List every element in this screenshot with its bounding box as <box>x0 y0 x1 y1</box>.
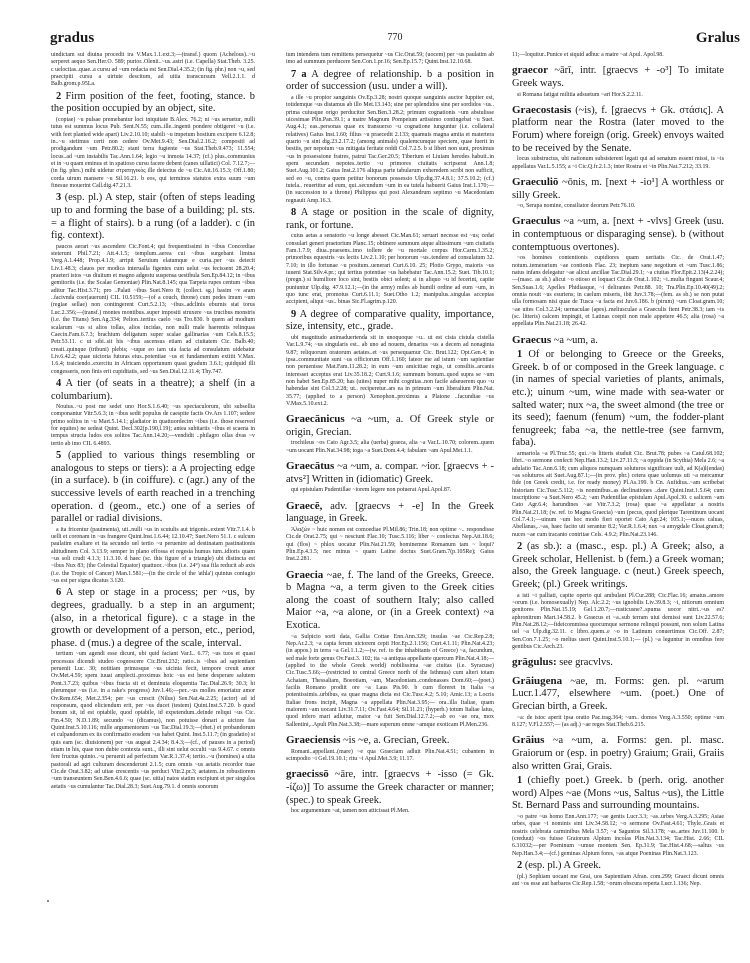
sense-text: (as sb.): a (masc., esp. pl.) A Greek; also, a Greek scholar, Hellenist. b (fem.) a Greek woman; also, the Greek language. c (neut.) Greek speech, Greek; (pl.) Greek writings. <box>512 541 724 590</box>
citation-block: Romani..appellant..(mare) ~e qua Graeciam adluit Plin.Nat.4.51; cubantem in scimpodio ~i Gel.19.10.1; ritu ~i Apul.Met.3.9; 11.17. <box>286 748 494 762</box>
citation-block: paucos aerari ~us ascendere Cic.Font.4; qui frequentissimi in ~ibus Concordiae steterunt Phil.7.21; Att.4.1.5; templum..aerea cui ~ibus surgebant limina Verg.A.1.448; Prop.4.1.9; arripit Seruium elatumque e curia..per ~us deiecit Liv.1.48.3; clauos per modica interualla figentes cum uelut ~us fecissent 28.20.4; praeteri istos ~us diuitum et magno adgestu suspensa uestibula Sen.Ep.84.12; in ~ibus gemitoriis (i.e. the Scalae Gemoniae) Plin.Nat.8.145; qua Tarpeia rupes centum ~ibus aditur Tac.Hist.3.71; pro ..Palati ~ibus Suet.Nero 8; (collect. sg.) basim ~v aram ..facivnda coer(auerunt) CIL 10.5159;—(of a couch, throne) cum pedes imum ~um (regiae sellae) non contingerent Curt.5.2.13; ~ibus..adclinis eburnis stat torus Luc.2.356;—(transf.) montes montibus..super impositi struxere ~us trucibus monstris (i.e. the Titans) Sen.Ag.334; Pelion..tertius caelo ~us Tro.830. b quem ad modium scalarum ~us si alios tollas, alios incidas, non nulli male haerentis relinquas Caecin.Fam.6.7.3; brachium deligatum super scalae gallinarias ~um Cels.8.15.5; Petr.53.11. c ut sibi..sit his ~ibus ascensus etiam ad ciuitatem Cic. Balb.40; creati..quinque (tribuni) plebis; ~uque eo iam uia facta ad consulatum uidebatur Liv.6.42.2; quae uictoria futuras eius..potentiae ~us et fundamentum extitit V.Max. 1.6.4; traiciendo..exercitu in Africam opportunum quasi gradum 3.6.1; quidquid illi congesseris, non finis erit cupiditatis, sed ~us Sen.Dial.12.11.4; Thy.747. <box>51 243 255 375</box>
lemma: Graecānicus <box>286 413 345 426</box>
sense-text: A degree of comparative quality, importance, size, intensity, etc., grade. <box>286 308 494 333</box>
sense-definition <box>51 91 255 116</box>
sense-text: A step or stage in a process; per ~us, by degrees, gradually. b a step in an argument; (also, in a rhetorical figure). c a stage in the growth or development of a person, etc., period, phase. d (mus.) a degree of the scale, interval. <box>51 587 255 649</box>
sense-definition <box>512 775 724 813</box>
lemma: graecor <box>512 64 549 77</box>
entry-heading <box>512 656 724 670</box>
entry-grammar-and-gloss: ~a ~um, a. [next + -vlvs] Greek (usu. in contemptuous or disparaging sense). b (without contemptuous overtones). <box>512 216 724 253</box>
left-running-headword: gradus <box>50 30 95 46</box>
column-3 <box>512 52 724 888</box>
sense-number: 4 <box>56 377 62 389</box>
lemma: graecissō <box>286 768 329 781</box>
citation-block: ~o patre ~us homo Enn.Ann.177; ~ae gentis Lucr.3.3; ~as..urbes Verg.A.3.295; Asiae urbes, quae ~i nominis sint Liv.34.58.12; ~o sermone Ov.Fast.4.61; Thyle..Grais et nostris celebrata carminibus Mela 3.57; ~a Saguntos Sil.3.178; ~as..artes Juv.11.100. b (creduut) ~os fuisse Graiorum Alpium incolas Plin.Nat.3.134; Tac.Hist. 2.66; CIL 6.31032;—per Poeninum ~umue montem Sen. Ep.31.9; Tac.Hist.4.68;—saltus ~us Nep.Han.3.4;—(cf.) geminas Alpium fores, ~as atque Poeninas Plin.Nat.3.123. <box>512 813 724 857</box>
lemma: Grāiugena <box>512 674 563 687</box>
citation-block: Ἀλαζὼν ~ huic nomen est comoediae Pl.Mil.86; Trin.18; non optime ~.. respondisse Cic.de Orat.2.75; qui ~ nesciunt Flac.10; Tusc.5.116; liber ~ confectus Nep.Att.18.6; qui (flos) ~ phlox uocatur Plin.Nat.21.59; hominemne Romanum tam ~ loqui? Plin.Ep.4.3.5; nec minus ~ quam Latine doctus Suet.Gram.7(p.105Re); Gaius Inst.2.281. <box>286 526 494 563</box>
sense-definition <box>512 349 724 450</box>
sense-text: (chiefly poet.) Greek. b (perh. orig. another word) Alpes ~ae (Mons ~us, Saltus ~us), the Little St. Bernard Pass and surrounding mountains. <box>512 775 724 812</box>
entry-heading <box>286 569 494 633</box>
citation-block: ~a: de istoc aperit ipsa oratio Pac.trag.364; ~um.. domos Verg.A.3.550; optime ~um 8.127; V.Fl.2.557;— (as adj.) ~ae reges Stat.Theb.6.215. <box>512 714 724 728</box>
sense-text: (esp. pl.) A Greek. <box>524 859 601 871</box>
lemma: Graecē, <box>286 499 323 512</box>
citation-block: locus substructus, ubi nationum subsisterent legati qui ad senatum essent missi, is ~is appellatus Var.L.5.155; a ~i Cic.Q.fr.2.1.3; inter Rostra et ~in Plin.Nat.7.212; 33.19. <box>512 156 724 170</box>
entry-heading <box>286 500 494 526</box>
entry-grammar-and-gloss: ~a ~um, a. <box>553 334 598 346</box>
sense-number: 3 <box>56 192 62 204</box>
entry-grammar-and-gloss: ~a ~um, a. compar. ~ior. [graecvs + -atvs²] Written in (idiomatic) Greek. <box>286 461 494 485</box>
citation-block: a isti ~i palliati, capite operto qui ambulant Pl.Cur.288; Cic.Flac.16; amatus..amore ~orum (i.e. homosexually) Nep. Alc.2.2; ~us ignobilis Liv.39.8.3; ~i, nitiorum omnium genitores Plin.Nat.15.19; Gel.1.20.7;—rusticusne?..spuma uocor nitri..~us es? aphronitrum Mart.14.58.2. b Graecus et ~a..sub terram uiui demissi sunt Liv.22.57.6; Plin.Nat.28.12;—fideicommissa quocumque sermone relinqui possunt, non solum Latina uel ~a Ulp.dig.32.11. c libro..quem..e ~o in Latinum conuertimus Cic.Off. 2.87; Sen.Con.7.1.25; ~o melius useri Quint.Inst.5.10.1;— (pl.) ~a leguntur in omnibus fere gentibus Cic.Arch.23. <box>512 592 724 650</box>
sense-definition <box>286 207 494 232</box>
column-1 <box>51 52 255 791</box>
sense-definition <box>51 192 255 242</box>
sense-number: 9 <box>291 308 297 320</box>
entry-heading <box>512 64 724 90</box>
entry-heading <box>286 768 494 807</box>
sense-definition <box>51 450 255 526</box>
sense-text: (esp. pl.) A step, stair (often of steps leading up to and forming the base of a building; pl. sts. = a flight of stairs). b a rung (of a ladder). c (in fig. context). <box>51 192 255 242</box>
entry-heading <box>512 176 724 202</box>
sense-definition <box>286 309 494 334</box>
citation-block: qui epistulam Pudentillae ~iorem legere non potuerat Apul.Apol.87. <box>291 487 452 494</box>
citation-block: tum intendens tum remittens persequetur ~us Cic.Orat.59; (uocem) per ~us paulatim ab imo ad summum perducere Sen.Con.1.pr.16; Sen.Ep.15.7; Quint.Inst.12.10.68. <box>286 52 494 66</box>
citation-block: (pl.) Sophiam uocant me Grai, uos Sapientiam Afran. com.299; Graeci dicunt omnis aut ~os esse aut barbaros Cic.Rep.1.58; ~orum obscura reperta Lucr.1.136; Nep. <box>512 873 724 887</box>
sense-definition <box>512 860 724 873</box>
sense-number: 1 <box>517 775 523 787</box>
entry-heading <box>512 675 724 714</box>
sense-definition <box>51 587 255 650</box>
lemma: Graecia <box>286 568 324 581</box>
entry-grammar-and-gloss: adv. [graecvs + -e] In the Greek language, in Greek. <box>286 500 494 525</box>
entry-heading <box>286 460 494 486</box>
sense-number: 5 <box>56 450 62 462</box>
sense-number: 1 <box>517 349 523 361</box>
entry-grammar-and-gloss: ~a ~um, a. Forms: gen. pl. masc. Graiorum or (esp. in poetry) Graium; Graii, Graiis also written Grai, Grais. <box>512 735 724 772</box>
sense-text: A stage or position in the scale of dignity, rank, or fortune. <box>286 207 495 231</box>
sense-number: 2 <box>517 859 523 871</box>
entry-grammar-and-gloss: ~ae, m. Forms: gen. pl. ~arum Lucr.1.477, elsewhere ~um. (poet.) One of Grecian birth, a Greek. <box>512 675 724 713</box>
sense-definition <box>512 541 724 591</box>
sense-text: (applied to various things resembling or analogous to steps or tiers): a A projecting edge (in a surface). b (in coiffure). c (agr.) any of the successive levels of earth reached in a trenching operation. d (geom., etc.) one of a series of parallel or radial divisions. <box>51 450 255 525</box>
lemma: Graeculiō <box>512 175 559 188</box>
sense-definition <box>51 378 255 403</box>
entry-heading <box>286 734 494 748</box>
entry-grammar-and-gloss: ~is ~e, a. Grecian, Greek. <box>343 735 450 747</box>
citation-block: si Romana fatigat militia adsuetum ~ari Hor.S.2.2.11. <box>517 91 643 98</box>
lemma: Grāius <box>512 734 545 747</box>
lemma: Graecus <box>512 333 552 346</box>
scan-speck <box>47 900 49 902</box>
sense-definition <box>286 69 494 94</box>
entry-grammar-and-gloss: ~ae, f. The land of the Greeks, Greece. b Magna ~a, a term given to the Greek cities along the coast of southern Italy; also called Maior ~a, ~a alone, or (in a Greek context) ~a Exotica. <box>286 569 494 631</box>
entry-heading <box>512 334 724 348</box>
sense-number: 8 <box>291 207 297 219</box>
page-number: 770 <box>387 32 403 43</box>
entry-grammar-and-gloss: see gracvlvs. <box>559 657 613 669</box>
citation-block: uindictam sui diuina procedit ira V.Max.1.1.ext.3;—(transf.) quom (Achelous)..~u serperet aequo Sen.Her.O. 589; purior..Olenii..~us..astri (i.e. Capella) Stat.Theb. 3.25. c uelocitas..quae..a cursu ad ~um redacta est Sen.Dial.4.35.2; (in fig. phr.) non ~u, sed praecipiti cursu a uirtute descitum, ad uitia transcursum Vell.2.1.1. d Balb.grom.p.95La. <box>51 52 255 88</box>
sense-number: 2 <box>56 90 62 102</box>
citation-block: (copiae) ~u pulsae premebantur loci iniquitate B.Alex. 76.2; ni ~us seruetur, nulli tutus est summus locus Pub. Sent.N.55; cum..ille..ingenti pondere obtigeret ~u (i.e. with feet planted wide apart) Liv.2.10.10; stabili ~u impetum hostium excipere 6.12.8; in..~u stetimus certi non cedere Ov.Met.9.43; Sen.Dial.2.16.2; compositi ad prodigandum ~um Petr.80.2; stant terra fugiente ~us Stat.Theb.9.473; 11.554; locus..ad ~um instabilis Tac.Ann.1.64; legio ~u inmota 14.37; (cf.) plus..communius et in ~u quam eminus et in spatioso cursu facere debent (canes uillatici) Col. 7.12.7;—(in fig. phrs.) mihi uidetur στρατηγικὸς ille deiectus de ~u Cic.Att.16.15.3; Off.1.80; corda uirum mansere ~u Sil.16.21. b eos, qui terminos statutos extra suum ~um finesue mouerint Call.dig.47.21.3. <box>51 116 255 189</box>
lemma: Graeculus <box>512 215 561 228</box>
entry-grammar-and-gloss: ~ōnis, m. [next + -io¹] A worthless or silly Greek. <box>512 176 724 201</box>
lemma: grāgulus: <box>512 656 557 669</box>
citation-block: tertium ~um agendi esse dicunt, ubi quid faciant Var.L. 6.77; ~us tuos et quasi processus dicendi studeo cognoscere Cic.Brut.232; ratio..is ~ibus ad sapientiam peruenit Luc. 30; notitiam primosque ~us uicinia fecit, tempore creuit amor Ov.Met.4.59; spem iuuat amplecti..proximus hoic ~us est bene desperare salutem Pont.3.7.23; quibus ~ibus fracta sit et deminuta eloquentia Tac.Dial.26.9; 30.3; hi plerumque ~us (i.e. in a rake's progress) Juv.1.46;—per..~us molles emoriatur amor Ov.Rem.654; Met.2.354; per ~us crescit (Nilus) Sen.Nat.4a.2.25; (actor) ad id responsum, quod eliciendum erit, per ~us ducet (testem) Quint.Inst.5.7.20. b quod bonum sit, id est optabile, quod optabile, id expetendum..deinde reliqui ~us Cic. Fin.4.50; N.D.1.89; secundo ~u (dicamus), non potuisse donari a uictore fas Quint.Inst.5.10.116; mille argumentorum ~us Tac.Dial.19.3;—(rhet.) et probandorum et culpandorum ex iis confirmatio eosdem ~us habet Quint. Inst.5.11.7; (in gradatio) si quis eam (sc. diuisionem) per ~us augeat 2.4.34; 8.4.3;—(cf., of pauses in a period) etiam in his, quae non dubie contexta sunt.., illi sint uelut occulti ~us 9.4.67. c omnis fere fructus quinto..~u peruenit ad perfectum Var.R.1.37.4; tertio..~u (homines) a uita pastorali ad agri culturam descenderunt 2.1.5; cum omnis ~us aetatis recordor tuae Cic.de Orat.3.82; ad uitae crescentis ~us perduci Vitr.2.pr.3; aetatem..in robustiorem ~um transeuntem Sen.Ben.4.6.6; quae (sc. uitia) natos statim excipiunt et per singulos aetatis ~us cumulantur Tac.Dial.28.3; Suet.Aug.79.1. d omnis sonorum <box>51 651 255 790</box>
lemma: Graecostasis <box>512 103 572 116</box>
citation-block: 11;—loquitur..Punice et siquid adhuc a matre ~at Apul. Apol.98. <box>512 52 664 58</box>
entry-heading <box>512 734 724 773</box>
citation-block: armariola ~a Pl.Truc.55; qui..~is litteris studuit Cic. Brut.78; pubes ~a Catul.68.102; libri..~o sermone confecti Nep.Han.13.2; Liv.27.11.5; ~a oppida (in Scythia) Mela 2.6; ~a adulatio Tac.Ann.6.18; cum aliquos numquam soluturos significare uult, ad K(a)l(endas) ~as soluturos ait Suet.Aug.87.1;—(in prov. phr.) cetera quae uolumus uti ~a mercamur fide (on Greek credit, i.e. for ready money) Pl.As.199. b Cn. Aufidius..~am scribebat historiam Cic.Tusc.5.112; ~is nominibus..as declinationes ..dare Quint.Inst.1.5.64; cum inscriptione ~a Suet.Nero 45.2; ~am Pudentillae epistulam Apul.Apol.30. c salicem ~am Cato Agr.6.4; harundines ~ae Vitr.7.3.2; (rosa) quae ~a appellatur a nostris Plin.Nat.21.18; (w. ref. to Magna Graecia) ~um (pecus, quod plerique Tarentinum uocant Col.7.4.1;—uinum ~um hoc modo fieri oportet Cato Agr.24; 105.1;—nuces caluas, Abellanas,..~as, haec facito uti serantur 8.2; Var.R.1.6.4; nux ~a amygdale Cloat.gram.8; nuces ~ae cum tracanto contritae Cels. 4.9.2; Plin.Nat.23.146. <box>512 451 724 538</box>
citation-block: a ita fricentur (pauimenta), uti..nulli ~us in scutulis aut trigonis..extent Vitr.7.1.4. b uelli et coronam in ~us frangere Quint.Inst.1.6.44; 12.10.47; Suet.Nero 51.1. c sulcum paulatim exaltare et ita secundo uel tertio ~u peruenire ad destinatam pastinationis altitudinem Col. 3.13.9; semper in plano effossa et regesta humus tum..idioris quam ~us soli crudi 4.1.3; 11.3.10. d haec (sc. this figure of a triangle) ubi distincta est ~ibus Nux 83; (the Celestial Equator) quattuor..~ibus (i.e. 24°) sua fila reducit ab axis (i.e. the Tropic of Cancer) Man.1.581;—(in the circle of the 'athla') quintus coniugio ~us est per signa dicatus 3.120. <box>51 526 255 585</box>
citation-block: cuius aetas a senatorio ~u longe abesset Cic.Man.61; seruari necesse est ~us; cedat consulari generi praetorium Planc.15; obtinere summum atque altissimum ~um ciuitatis Fam.1.7.9; diua..praesens..imo tollere de ~u mortale corpus Hor.Carm.1.35.2; primoribus equestris ~us lectis Liv.2.1.10; per honorum ~us..tendere ad consulatum 32. 7.10; in illo fortunae ~u positum..uenerari Curt.6.10. 25; Plotio Grypo, maioris ~us iuueni Stat.Silv.4.pr.; qui tertius potentiae ~us habebatur Tac.Ann.15.2; Suet. Tib.10.1; (pregn.) si humiliore loco sint, bestiis obici solent; si in aliquo ~u id fecerint, capite puniuntur Ulp.dig. 47.9.12.1;—(in the army) miles ab humili ordine ad eum ~um, in quo tunc erat, promotus Curt.6.11.1; Suet.Otho 1.2; manipulus..singulas acceptas accipient, aliqui ~us.. binas Sic.Fl.agrim.p.120. <box>286 233 494 306</box>
citation-block: ~a Sulpicio sorti data, Gallia Cottae Enn.Ann.329; insulas ~ae Cic.Rep.2.8; Nep.Ar.2.3; ~a capta ferum uictorem cepit Hor.Ep.2.1.156; Curt.4.1.11; Plin.Nat.4.23; (in appos.) in terra ~a Gel.1.1.2;—(w. ref. to the inhabitants of Greece) ~a, facundum, sed male forte genus Ov.Fast.3. 102; ita ~a antiqua appellante quercum Plin.Nat.4.18;—(applied to the whole Greek world) nobilissima ~ae ciuitas (i.e. Syracuse) Cic.Tusc.5.66;—(restricted to central Greece north of the Isthmus) cum alteri totam Achaiam, Thessaliam, Boeotiam, ~am, Macedoniam..condonasses Dom.60;—(poet.) facilis Romano prodiit ore ~a Laus Pis.90. b cum floreret in Italia ~a potentissimis..urbibus, ea quae magna dicta est Cic.Tusc.4.2; 5.10; Amic.13; a Locris Italiae frons incipit, Magna ~a appellata Plin.Nat.3.95;— ora..illa Italiae, quam maiorem ~am uocant Liv.31.7.11; Ov.Fast.4.64; Sil.11.21; (hyperb.) totum Italiae latus, quod infero mari adluitur, maior ~a fuit Sen.Dial.12.7.2;—ab eo ~ae ora, mox Sallentini,..Apuli Plin.Nat.3.38;—mare superum omne ~amque exoticam Pl.Men.236. <box>286 633 494 728</box>
citation-block: trochileus ~os Cato Agr.3.5; alia (uerba) graeca, alia ~a Var.L.10.70; colorem..quem ~um uocant Plin.Nat.34.98; toga ~a Suet.Dom.4.4; fabulam ~am Apul.Met.1.1. <box>286 440 494 454</box>
sense-text: A tier (of seats in a theatre); a shelf (in a columbarium). <box>51 377 255 402</box>
column-2 <box>286 52 494 815</box>
entry-heading <box>512 104 724 155</box>
entry-grammar-and-gloss: (~is), f. [graecvs + Gk. στάσις]. A platform near the Rostra (later moved to the Forum) where foreign (orig. Greek) envoys waited to be received by the Senate. <box>512 104 724 154</box>
lemma: Graecātus <box>286 460 335 473</box>
entry-grammar-and-gloss: ~ārī, intr. [graecvs + -o³] To imitate Greek ways. <box>512 65 724 89</box>
sense-number: 2 <box>517 541 523 553</box>
sense-text: A degree of relationship. b a position in order of succession (usu. under a will). <box>286 68 494 93</box>
entry-heading <box>512 215 724 254</box>
citation-block: hoc argumentum ~at, tamen non atticissat Pl.Men. <box>291 808 410 815</box>
sense-number: 7 a <box>291 68 307 80</box>
entry-grammar-and-gloss: ~āre, intr. [graecvs + -isso (= Gk. -ίζω)] To assume the Greek character or manner; (spec.) to speak Greek. <box>286 769 494 806</box>
sense-text: Of or belonging to Greece or the Greeks, Greek. b of or composed in the Greek language. c (in names of special varieties of plants, animals, etc.); uinum ~um, wine made with sea-water or salted water; nux ~a, the sweet almond (the tree or its seed); faenum (fenum) ~um, the fodder-plant fenugreek; faba ~a, the nettle-tree (see farnvm, faba). <box>512 349 724 449</box>
citation-block: ~o, Serapa nomine, consiliator deorum Petr.76.10. <box>517 203 636 210</box>
entry-heading <box>286 413 494 439</box>
sense-text: Firm position of the feet, footing, stance. b the position occupied by an object, site. <box>51 90 255 115</box>
page-header <box>50 30 740 48</box>
citation-block: a ille ~u propior sanguinis Ov.Ep.3.28; nostri quoque sanguinis auctor Iuppiter est, totidemque ~us distamus ab illo Met.13.143; sine per splendidos sine per sordidos ~us.. prima cuiusque origo perducitur Sen.Ben.3.28.2; primum cognationis ~um abstulisse uicesimae Plin.Pan.39.1; a matre Magnum Pompeium artissimo contingebat ~u Suet. Aug.4.1; eas..personas quae ex transuerso ~u cognatione iunguntur (i.e. collateral relatives) Gaius Inst.1.60; filius ~u praecedit 2.133; quamuis magna amita et matertera quarto ~u sint dig.23.2.17.2; (among animals) qualemcumque speciem, quae fuerit in bestiis, per nepotum ~us mitigata feritate reddi Col.7.2.5. b si liberi non sunt, proximus ~us in possessione fratres, patrui Tac.Ger.20.5; Tiberium et Liuiam heredes habuit..in spem secundam nepotes..tertio ~u primores ciuitatis scripserat Ann.1.8; Suet.Aug.101.2; Gaius Inst.2.176 aliqua parte tabularum exheredem scribi non sufficit, sed eo ~u, contra quem petitur bonorum possessio Ulp.dig.37.4.8.1; 37.5.10.2; (cf.) tutela.. reuertitur ad eum, qui..secundum ~um in ea tutela habuerit Gaius Inst.1.170;—(in succession to a throne) Philippus qui post Alexandrum septimo ~u Macedoniam regnauit Amp.16.3. <box>286 94 494 204</box>
citation-block: ~os homines contentionis cupidiores quam ueritatis Cic. de Orat.1.47; notum..temerarium ~ae contionis Flac. 23; ineptum sane negotium et ~um Tusc.1.86; natus infans delegatur ~ae alicui ancillae Tac.Dial.29.1; ~a ciuitas Flor.Epit.2.13(4.2.24);—(masc. as sb.) alicui ~o otioso et loquaci Cic.de Orat.1.102; ~i..multa fingunt Scaur.4; Sen.Suas.1.6; Apelles Phidiasque, ~i delirantes Petr.88. 10; Tra.Plin.Ep.10.40(49).2; omnia nouit ~us esuriens; in caelum miseris, ibit Juv.3.78;—(fem. as sb.) se non putat ulla formosam nisi quae de Tusca ~a facta est Juv.6.186. b (pirum) ~um Cloat.gram.10; ~ae uites Col.3.2.24; uernaculae (apes)..meliusculae a Graeculis fient Petr.38.3; iam ~is (sc. litteris) calcem impingit, et Latinas coepit non male appetere 46.5; alia (rosa) ~a appellata Plin.Nat.21.18; 26.42. <box>512 255 724 328</box>
citation-block: Nouius..~u post me sedet uno Hor.S.1.6.40; ~us spectaculorum, ubi subsellia componantur Vitr.5.6.3; in ~ibus sedit populus de caespite factis Ov.Ars 1.107; sedere primo solitos in ~u Mart.5.14.1; gladiator in quattuordecim ~ibus (i.e. those reserved for equites) ne sedeat Quint. Decl.302(p.190,l.19); antea subitariis ~ibus et scaena in tempus structa ludos eos solitos Tac.Ann.14.20;—vendidit ..philagro ollas dvas ~v tertio ab imo CIL 6.4893. <box>51 404 255 447</box>
entry-grammar-and-gloss: ~a ~um, a. Of Greek style or origin, Grecian. <box>286 414 494 438</box>
sense-number: 6 <box>56 587 62 599</box>
citation-block: ubi magnitudo animaduertenda sit in unoquoque ~u.. ut est cista cistula cistella Var.L.9.74; ~us singularis est.. ab uno ad nouem, denarius ~us a decem ad nonaginta 9.87; reliquorum oratorum aetates..et ~us persequamur Cic. Brut.122; Opt.Gen.4; in ipsa..communitate sunt ~us officiorum Off.1.160; fateor me ad istum ~um sapientiae non peruenisse Mat.Fam.11.28.2; in eum ~um amicitiae regis, ut consiliis..arcanis interesset acceptus erat Liv.35.18.2; Curt.9.1.6; summum bonum..quod supra se ~um non habet Sen.Ep.85.20; has (uites) nuper mihi cognitas..non facile adseuerem quo ~u habendae sint Col.3.2.28; ut.. reciperetur..ars ea in primum ~um liberalium Plin.Nat. 35.77; (applied to a person) Xenophon..proximus a Platone ..facundiae ~us V.Max.5.10.ext.2. <box>286 334 494 407</box>
lemma: Graeciensis <box>286 734 341 747</box>
right-running-headword: Gralus <box>695 30 740 46</box>
